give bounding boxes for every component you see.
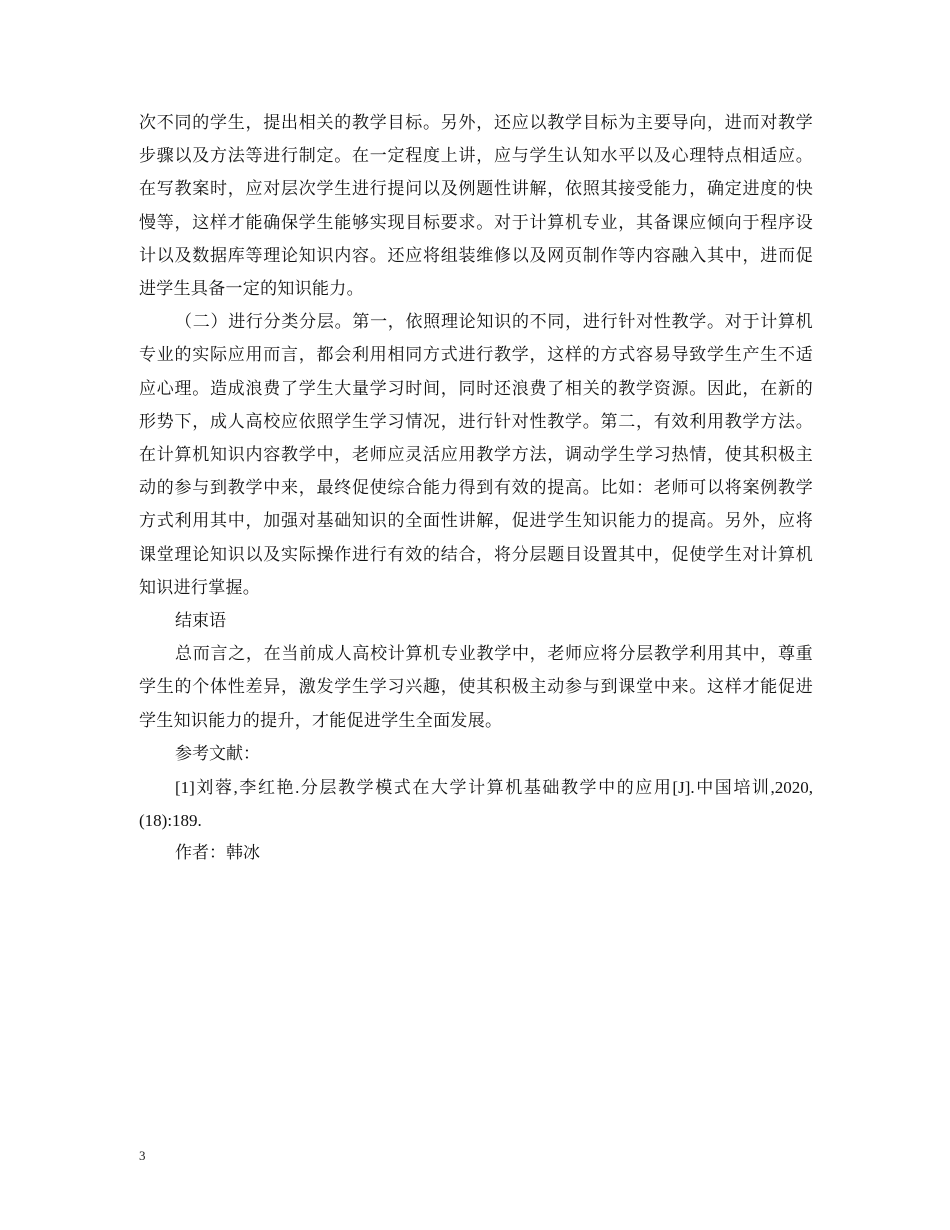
document-body [139,107,813,871]
paragraph-conclusion: 总而言之，在当前成人高校计算机专业教学中，老师应将分层教学利用其中，尊重学生的个体性差异，激发学生学习兴趣，使其积极主动参与到课堂中来。这样才能促进学生知识能力的提升，才能促进学生全面发展。 [139,644,813,731]
references-heading: 参考文献： [175,743,260,764]
paragraph-classification: （二）进行分类分层。第一，依照理论知识的不同，进行针对性教学。对于计算机专业的实际应用而言，都会利用相同方式进行教学，这样的方式容易导致学生产生不适应心理。造成浪费了学生大量学习时间，同时还浪费了相关的教学资源。因此，在新的形势下，成人高校应依照学生学习情况，进行针对性教学。第二，有效利用教学方法。在计算机知识内容教学中，老师应灵活应用教学方法，调动学生学习热情，使其积极主动的参与到教学中来，最终促使综合能力得到有效的提高。比如：老师可以将案例教学方式利用其中，加强对基础知识的全面性讲解，促进学生知识能力的提高。另外，应将课堂理论知识以及实际操作进行有效的结合，将分层题目设置其中，促使学生对计算机知识进行掌握。 [139,312,813,598]
author-line: 作者：韩冰 [175,843,260,864]
conclusion-heading: 结束语 [175,611,226,632]
page-number: 3 [139,1148,146,1163]
paragraph-continued: 次不同的学生，提出相关的教学目标。另外，还应以教学目标为主要导向，进而对教学步骤以及方法等进行制定。在一定程度上讲，应与学生认知水平以及心理特点相适应。在写教案时，应对层次学生进行提问以及例题性讲解，依照其接受能力，确定进度的快慢等，这样才能确保学生能够实现目标要求。对于计算机专业，其备课应倾向于程序设计以及数据库等理论知识内容。还应将组装维修以及网页制作等内容融入其中，进而促进学生具备一定的知识能力。 [139,113,813,300]
reference-item: [1]刘蓉,李红艳.分层教学模式在大学计算机基础教学中的应用[J].中国培训,2020,(18):189. [139,778,813,831]
